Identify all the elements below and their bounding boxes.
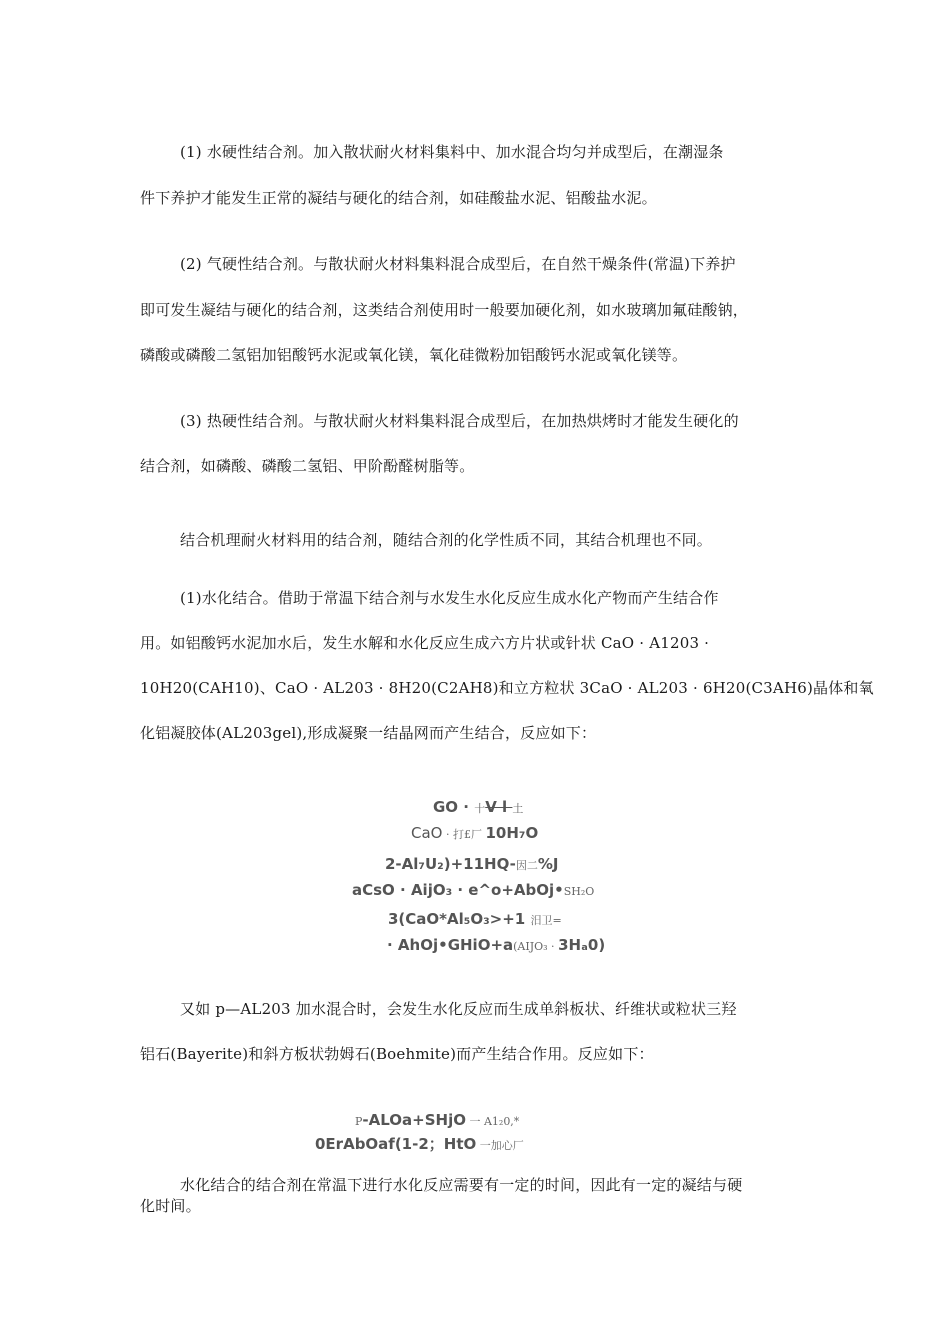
para3-line2: 结合剂，如磷酸、磷酸二氢铝、甲阶酚醛树脂等。 bbox=[140, 457, 475, 475]
equation-8: 0ErAbOaf(1-2；HtO 一加心厂 bbox=[315, 1135, 524, 1153]
equation-1: GO · 十V l 土 bbox=[433, 798, 524, 816]
para2-line2: 即可发生凝结与硬化的结合剂，这类结合剂使用时一般要加硬化剂，如水玻璃加氟硅酸钠， bbox=[140, 301, 749, 319]
para3-line1: (3) 热硬性结合剂。与散状耐火材料集料混合成型后，在加热烘烤时才能发生硬化的 bbox=[180, 412, 739, 430]
para2-line1: (2) 气硬性结合剂。与散状耐火材料集料混合成型后，在自然干燥条件(常温)下养护 bbox=[180, 255, 736, 273]
para6-line2: 铝石(Bayerite)和斜方板状勃姆石(Boehmite)而产生结合作用。反应如下： bbox=[140, 1045, 654, 1063]
para1-line2: 件下养护才能发生正常的凝结与硬化的结合剂，如硅酸盐水泥、铝酸盐水泥。 bbox=[140, 189, 657, 207]
equation-5: 3(CaO*Al₅O₃>+1 汨卫= bbox=[388, 910, 562, 928]
para1-line1: (1) 水硬性结合剂。加入散状耐火材料集料中、加水混合均匀并成型后，在潮湿条 bbox=[180, 143, 724, 161]
equation-4: aCsO · AijO₃ · e^o+AbOj•SH₂O bbox=[352, 881, 595, 899]
para2-line3: 磷酸或磷酸二氢铝加铝酸钙水泥或氧化镁，氧化硅微粉加铝酸钙水泥或氧化镁等。 bbox=[140, 346, 688, 364]
equation-3: 2-Al₇U₂)+11HQ-因二%J bbox=[385, 855, 559, 873]
para5-line1: (1)水化结合。借助于常温下结合剂与水发生水化反应生成水化产物而产生结合作 bbox=[180, 589, 719, 607]
para6-line1: 又如 p—AL203 加水混合时，会发生水化反应而生成单斜板状、纤维状或粒状三羟 bbox=[180, 1000, 737, 1018]
para5-line3: 10H20(CAH10)、CaO · AL203 · 8H20(C2AH8)和立方粒状 3CaO · AL203 · 6H20(C3AH6)晶体和氧 bbox=[140, 679, 874, 697]
para7-line1: 水化结合的结合剂在常温下进行水化反应需要有一定的时间，因此有一定的凝结与硬 bbox=[180, 1176, 743, 1194]
equation-6: · AhOj•GHiO+a(AIJO₃ · 3Hₐ0) bbox=[387, 936, 606, 954]
para7-line2: 化时间。 bbox=[140, 1197, 201, 1215]
para5-line2: 用。如铝酸钙水泥加水后，发生水解和水化反应生成六方片状或针状 CaO · A1203 · bbox=[140, 634, 710, 652]
para5-line4: 化铝凝胶体(AL203gel),形成凝聚一结晶网而产生结合，反应如下： bbox=[140, 724, 597, 742]
para4-line1: 结合机理耐火材料用的结合剂，随结合剂的化学性质不同，其结合机理也不同。 bbox=[180, 531, 713, 549]
equation-2: CaO · 打£厂 10H₇O bbox=[411, 824, 539, 842]
equation-7: P-ALOa+SHjO 一 A1₂0,* bbox=[355, 1111, 520, 1129]
